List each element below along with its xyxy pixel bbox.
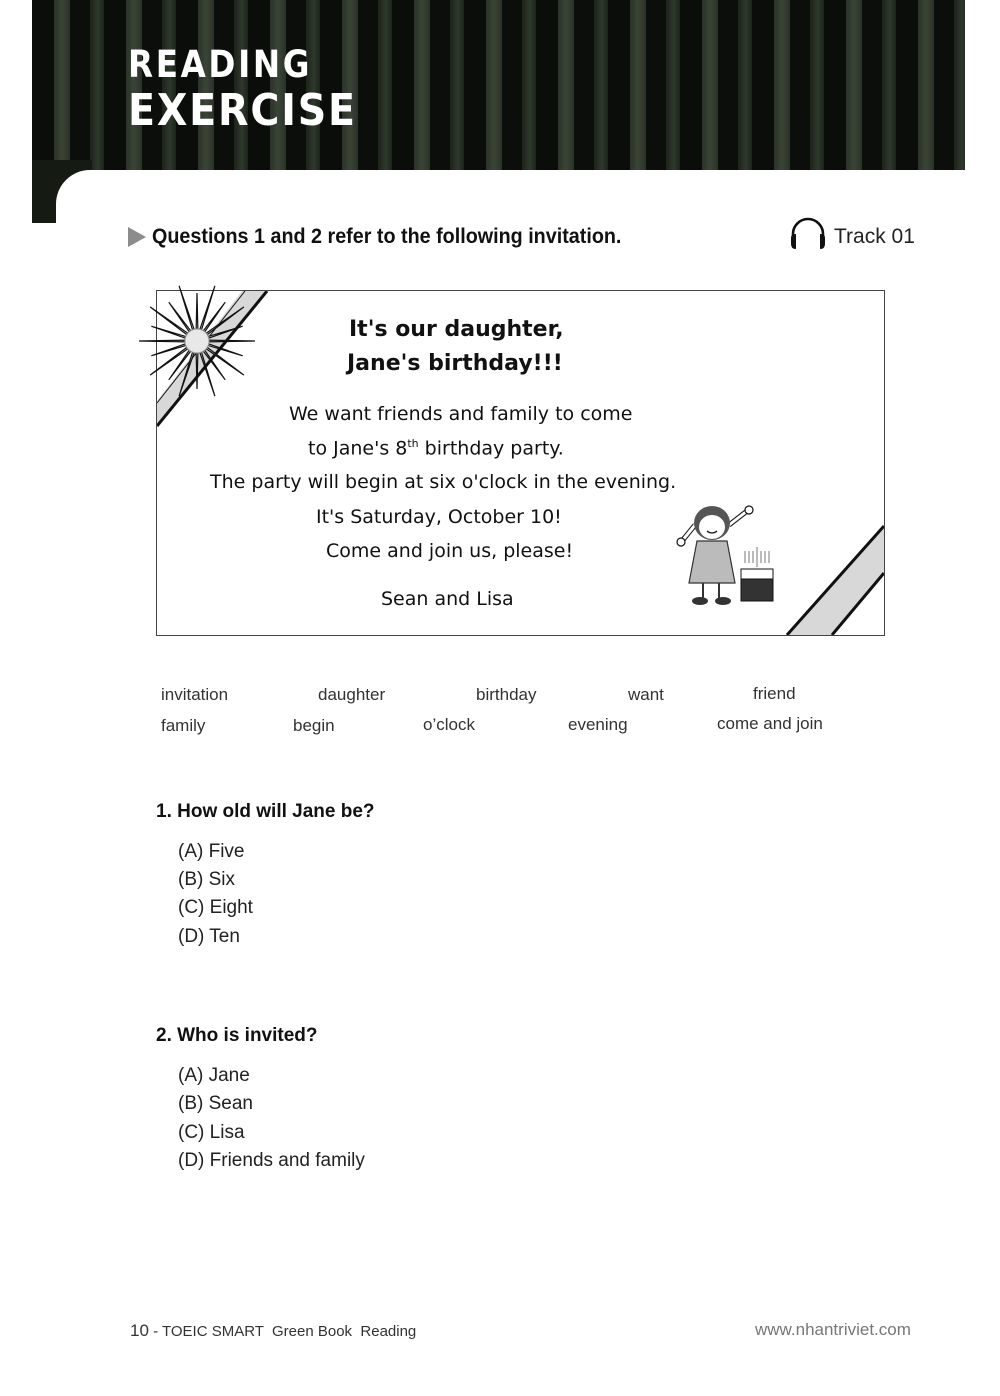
footer-book-info (130, 1321, 416, 1341)
question-2-prompt: 2. Who is invited? (156, 1025, 318, 1046)
starburst-ray (196, 351, 198, 389)
starburst-ray (206, 326, 243, 339)
publisher-website[interactable]: www.nhantriviet.com (755, 1320, 911, 1339)
page-number: 10 (130, 1321, 149, 1340)
starburst-ray (151, 343, 188, 356)
page-title-line1: READING (128, 43, 313, 86)
triangle-right-icon (128, 227, 146, 247)
question-1-prompt: 1. How old will Jane be? (156, 801, 375, 822)
page-title-line2: EXERCISE (128, 85, 357, 136)
invitation-card (156, 290, 885, 636)
starburst-icon (136, 280, 258, 402)
vocab-word: begin (293, 716, 335, 735)
invitation-title-line1: It's our daughter, (349, 317, 564, 342)
starburst-ray (179, 286, 195, 332)
question-1-option-a[interactable]: (A) Five (178, 841, 245, 862)
section-heading (128, 225, 651, 249)
invitation-line-2 (308, 437, 564, 459)
vocab-word: come and join (717, 714, 823, 733)
invitation-line-2-post: birthday party. (418, 437, 564, 460)
headphones-icon (788, 216, 828, 257)
vocab-word: family (161, 716, 206, 735)
question-1-option-d[interactable]: (D) Ten (178, 926, 240, 947)
section-heading-text: Questions 1 and 2 refer to the following invitation. (152, 225, 622, 248)
track-label: Track 01 (834, 224, 915, 248)
question-2-option-a[interactable]: (A) Jane (178, 1065, 250, 1086)
starburst-ray (199, 286, 215, 332)
invitation-line-2-sup: th (407, 437, 419, 450)
invitation-signature: Sean and Lisa (381, 588, 514, 610)
ribbon-bottom-right (787, 526, 884, 635)
vocab-word: want (628, 685, 664, 704)
invitation-line-2-pre: to Jane's 8 (308, 437, 408, 460)
invitation-line-3: The party will begin at six o'clock in the evening. (210, 471, 677, 493)
vocab-word: o’clock (423, 715, 475, 734)
starburst-ray (196, 293, 198, 331)
question-2-option-b[interactable]: (B) Sean (178, 1093, 253, 1114)
book-title: TOEIC SMART Green Book Reading (161, 1323, 417, 1340)
vocab-word: daughter (318, 685, 386, 704)
invitation-line-5: Come and join us, please! (326, 540, 574, 562)
page-title (128, 43, 382, 136)
starburst-ray (199, 350, 215, 396)
starburst-ray (139, 340, 187, 342)
question-2-option-d[interactable]: (D) Friends and family (178, 1150, 365, 1171)
header-banner-corner (56, 170, 116, 230)
starburst-ray (206, 343, 243, 356)
question-1-option-b[interactable]: (B) Six (178, 869, 235, 890)
invitation-line-4: It's Saturday, October 10! (316, 506, 562, 528)
footer-separator: - (148, 1323, 162, 1340)
starburst-ray (207, 340, 255, 342)
audio-track[interactable] (788, 216, 915, 257)
vocab-word: invitation (161, 685, 229, 704)
vocab-word: friend (753, 684, 796, 703)
question-2-option-c[interactable]: (C) Lisa (178, 1122, 245, 1143)
invitation-title-line2: Jane's birthday!!! (347, 351, 563, 376)
vocab-word: birthday (476, 685, 537, 704)
starburst-ray (179, 350, 195, 396)
question-1-option-c[interactable]: (C) Eight (178, 897, 253, 918)
girl-with-cake-illustration (677, 506, 773, 605)
invitation-line-1: We want friends and family to come (289, 403, 633, 425)
starburst-ray (151, 326, 188, 339)
vocab-word: evening (568, 715, 628, 734)
